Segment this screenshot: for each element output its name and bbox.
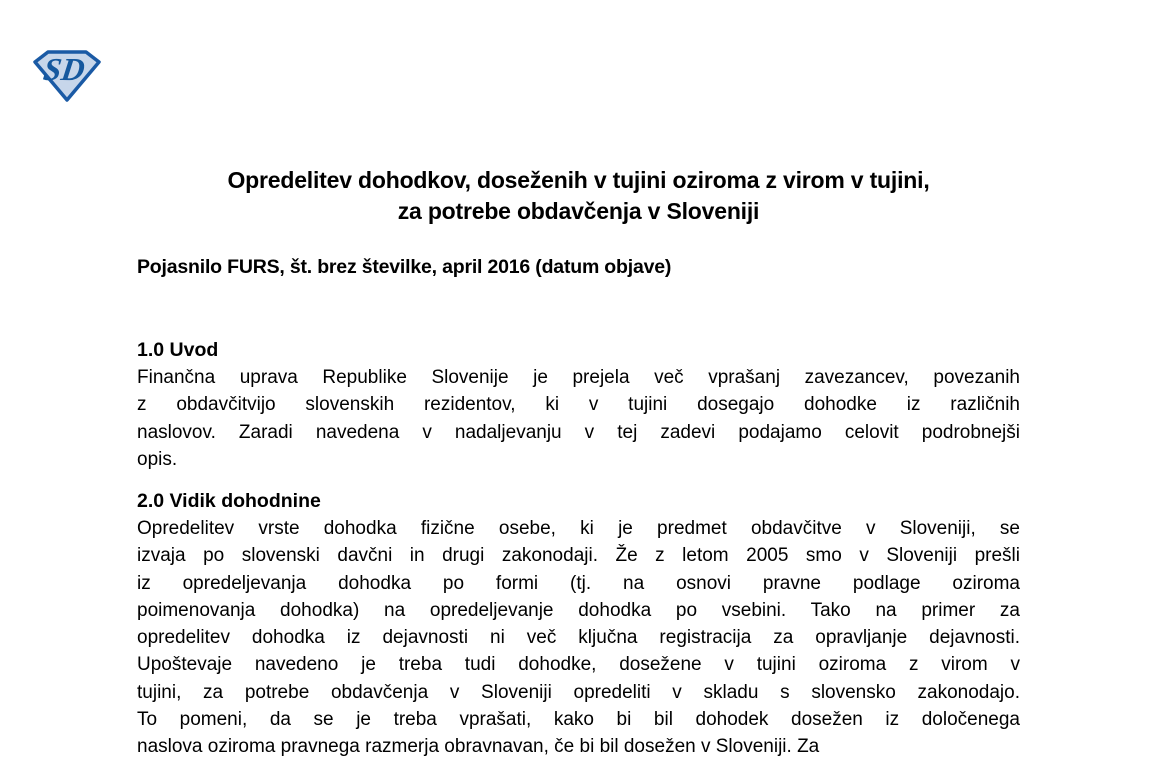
- text-line: Finančna uprava Republike Slovenije je prejela več vprašanj zavezancev, povezanih: [137, 367, 1020, 388]
- text-line: Upoštevaje navedeno je treba tudi dohodke, dosežene v tujini oziroma z virom v: [137, 654, 1020, 676]
- text-line: Opredelitev vrste dohodka fizične osebe, ki je predmet obdavčitve v Sloveniji, se: [137, 518, 1020, 539]
- document-title-line-2: za potrebe obdavčenja v Sloveniji: [397, 198, 760, 224]
- section-vidik-dohodnine: [137, 488, 1020, 761]
- section-body: [137, 515, 1020, 761]
- text-line: opis.: [137, 448, 178, 470]
- text-line: To pomeni, da se je treba vprašati, kako bi bil dohodek dosežen iz določenega: [137, 709, 1020, 731]
- logo-letters: SD: [41, 51, 88, 87]
- text-line: izvaja po slovenski davčni in drugi zakonodaji. Že z letom 2005 smo v Sloveniji prešli: [137, 545, 1020, 567]
- section-heading: 1.0 Uvod: [137, 339, 219, 361]
- section-uvod: [137, 337, 1020, 473]
- section-heading: 2.0 Vidik dohodnine: [137, 490, 321, 512]
- text-line: iz opredeljevanja dohodka po formi (tj. na osnovi pravne podlage oziroma: [137, 572, 1020, 594]
- document-title-line-1: Opredelitev dohodkov, doseženih v tujini oziroma z virom v tujini,: [227, 167, 930, 193]
- section-body: [137, 364, 1020, 473]
- text-line: opredelitev dohodka iz dejavnosti ni več ključna registracija za opravljanje dejavnosti.: [137, 627, 1020, 649]
- text-line: naslovov. Zaradi navedena v nadaljevanju v tej zadevi podajamo celovit podrobnejši: [137, 421, 1020, 443]
- document-title: [137, 165, 1020, 227]
- text-line: tujini, za potrebe obdavčenja v Sloveniji opredeliti v skladu s slovensko zakonodajo.: [137, 681, 1020, 703]
- sd-shield-logo: [33, 49, 101, 102]
- text-line: z obdavčitvijo slovenskih rezidentov, ki v tujini dosegajo dohodke iz različnih: [137, 394, 1020, 416]
- text-line: naslova oziroma pravnega razmerja obravnavan, če bi bil dosežen v Sloveniji. Za: [137, 736, 820, 758]
- document-subtitle: Pojasnilo FURS, št. brez številke, april 2016 (datum objave): [137, 256, 672, 278]
- text-line: poimenovanja dohodka) na opredeljevanje dohodka po vsebini. Tako na primer za: [137, 599, 1020, 621]
